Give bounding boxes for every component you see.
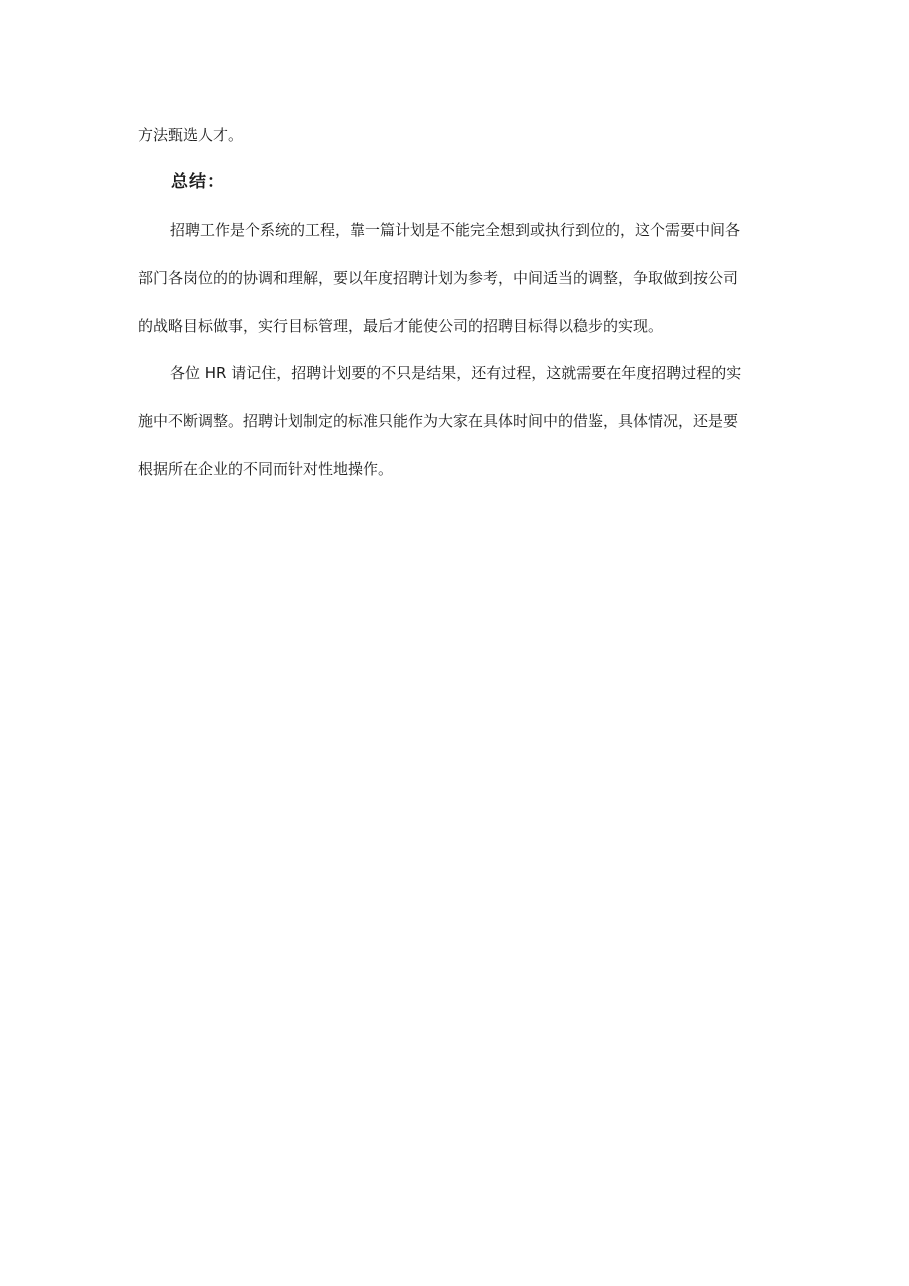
paragraph-line: 的战略目标做事，实行目标管理，最后才能使公司的招聘目标得以稳步的实现。: [138, 317, 664, 335]
carry-over-line: 方法甄选人才。: [138, 126, 244, 144]
paragraph-line: 招聘工作是个系统的工程，靠一篇计划是不能完全想到或执行到位的，这个需要中间各: [170, 221, 741, 239]
paragraph-line: 部门各岗位的的协调和理解，要以年度招聘计划为参考，中间适当的调整，争取做到按公司: [138, 269, 739, 287]
paragraph-line: 各位 HR 请记住，招聘计划要的不只是结果，还有过程，这就需要在年度招聘过程的实: [170, 364, 742, 382]
summary-heading: 总结：: [171, 172, 225, 192]
paragraph-line: 施中不断调整。招聘计划制定的标准只能作为大家在具体时间中的借鉴，具体情况，还是要: [138, 412, 739, 430]
paragraph-line: 根据所在企业的不同而针对性地操作。: [138, 460, 394, 478]
